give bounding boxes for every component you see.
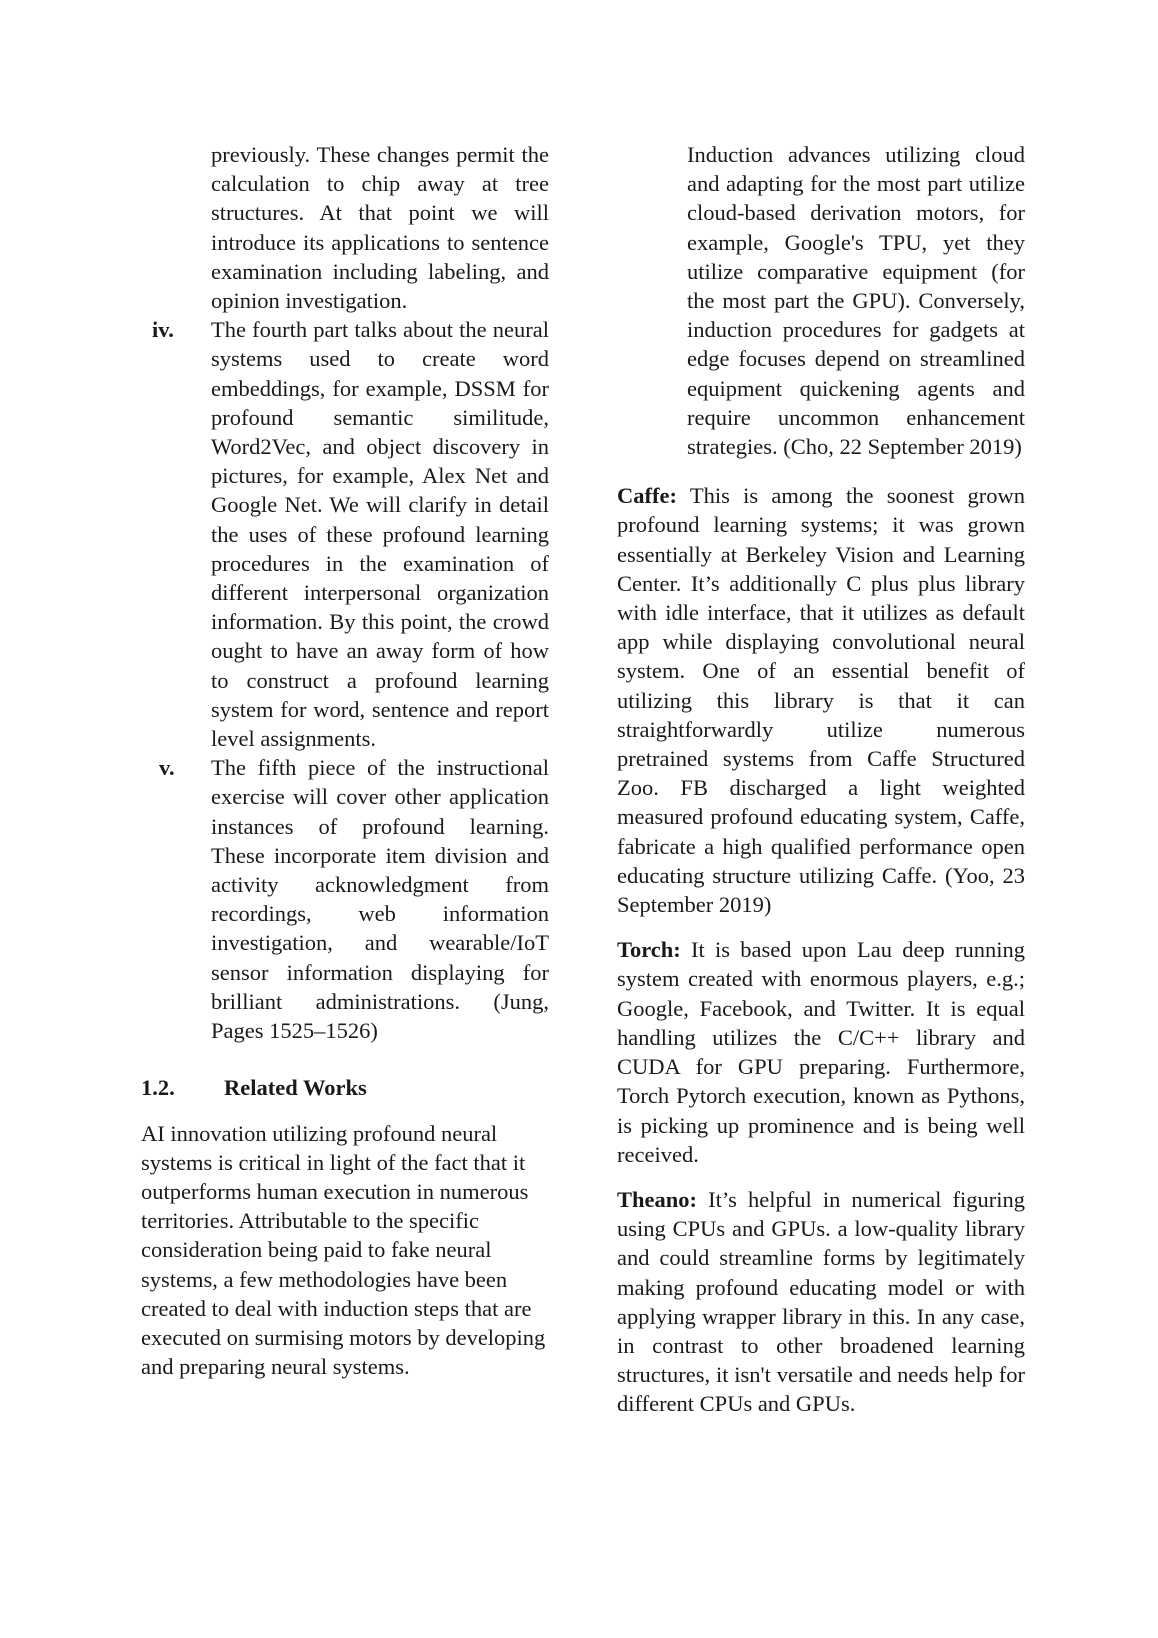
paragraph-text: This is among the soonest grown profound learning systems; it was grown essentially at Berkeley Vision and Learning Center. It’s additionally C plus plus library with idle interface, that it utilizes as default app while displaying convolutional neural system. One of an essential benefit of utilizing this library is that it can straightforwardly utilize numerous pretrained systems from Caffe Structured Zoo. FB discharged a light weighted measured profound educating system, Caffe, fabricate a high qualified performance open educating structure utilizing Caffe. (Yoo, 23 September 2019) bbox=[617, 483, 1025, 918]
left-column bbox=[141, 140, 549, 1381]
term-label: Torch: bbox=[617, 937, 681, 963]
body-paragraph bbox=[617, 935, 1025, 1169]
body-paragraph bbox=[617, 1185, 1025, 1419]
body-paragraph: AI innovation utilizing profound neural systems is critical in light of the fact that it outperforms human execution in numerous territories. Attributable to the specific consideration being paid to fake neural systems, a few methodologies have been created to deal with induction steps that are executed on surmising motors by developing and preparing neural systems. bbox=[141, 1120, 546, 1380]
list-item-number: iv. bbox=[152, 317, 174, 343]
list-item-text: The fourth part talks about the neural systems used to create word embeddings, for example, DSSM for profound semantic similitude, Word2Vec, and object discovery in pictures, for example, Alex Net and Google Net. We will clarify in detail the uses of these profound learning procedures in the examination of different interpersonal organization information. By this point, the crowd ought to have an away form of how to construct a profound learning system for word, sentence and report level assignments. bbox=[211, 317, 549, 752]
continuation-paragraph: Induction advances utilizing cloud and adapting for the most part utilize cloud-based derivation motors, for example, Google's TPU, yet they utilize comparative equipment (for the most part the GPU). Conversely, induction procedures for gadgets at edge focuses depend on streamlined equipment quickening agents and require uncommon enhancement strategies. (Cho, 22 September 2019) bbox=[687, 142, 1025, 460]
paragraph-text: It’s helpful in numerical figuring using CPUs and GPUs. a low-quality library and could streamline forms by legitimately making profound educating model or with applying wrapper library in this. In any case, in contrast to other broadened learning structures, it isn't versatile and needs help for different CPUs and GPUs. bbox=[617, 1186, 1025, 1417]
list-item-text: The fifth piece of the instructional exercise will cover other application instances of profound learning. These incorporate item division and activity acknowledgment from recordings, web information investigation, and wearable/IoT sensor information displaying for brilliant administrations. (Jung, Pages 1525–1526) bbox=[211, 755, 549, 1044]
section-number: 1.2. bbox=[141, 1075, 175, 1101]
section-heading bbox=[141, 1073, 549, 1102]
section-title: Related Works bbox=[224, 1075, 367, 1101]
continuation-paragraph: previously. These changes permit the calculation to chip away at tree structures. At that point we will introduce its applications to sentence examination including labeling, and opinion investigation. bbox=[211, 142, 549, 314]
right-column bbox=[617, 140, 1025, 1419]
list-item bbox=[141, 753, 549, 1045]
paragraph-text: It is based upon Lau deep running system created with enormous players, e.g.; Google, Facebook, and Twitter. It is equal handling utilizes the C/C++ library and CUDA for GPU preparing. Furthermore, Torch Pytorch execution, known as Pythons, is picking up prominence and is being well received. bbox=[617, 937, 1025, 1167]
body-paragraph bbox=[617, 481, 1025, 919]
list-item-number: v. bbox=[159, 755, 175, 781]
term-label: Theano: bbox=[617, 1186, 698, 1212]
term-label: Caffe: bbox=[617, 483, 677, 509]
list-item bbox=[141, 315, 549, 753]
